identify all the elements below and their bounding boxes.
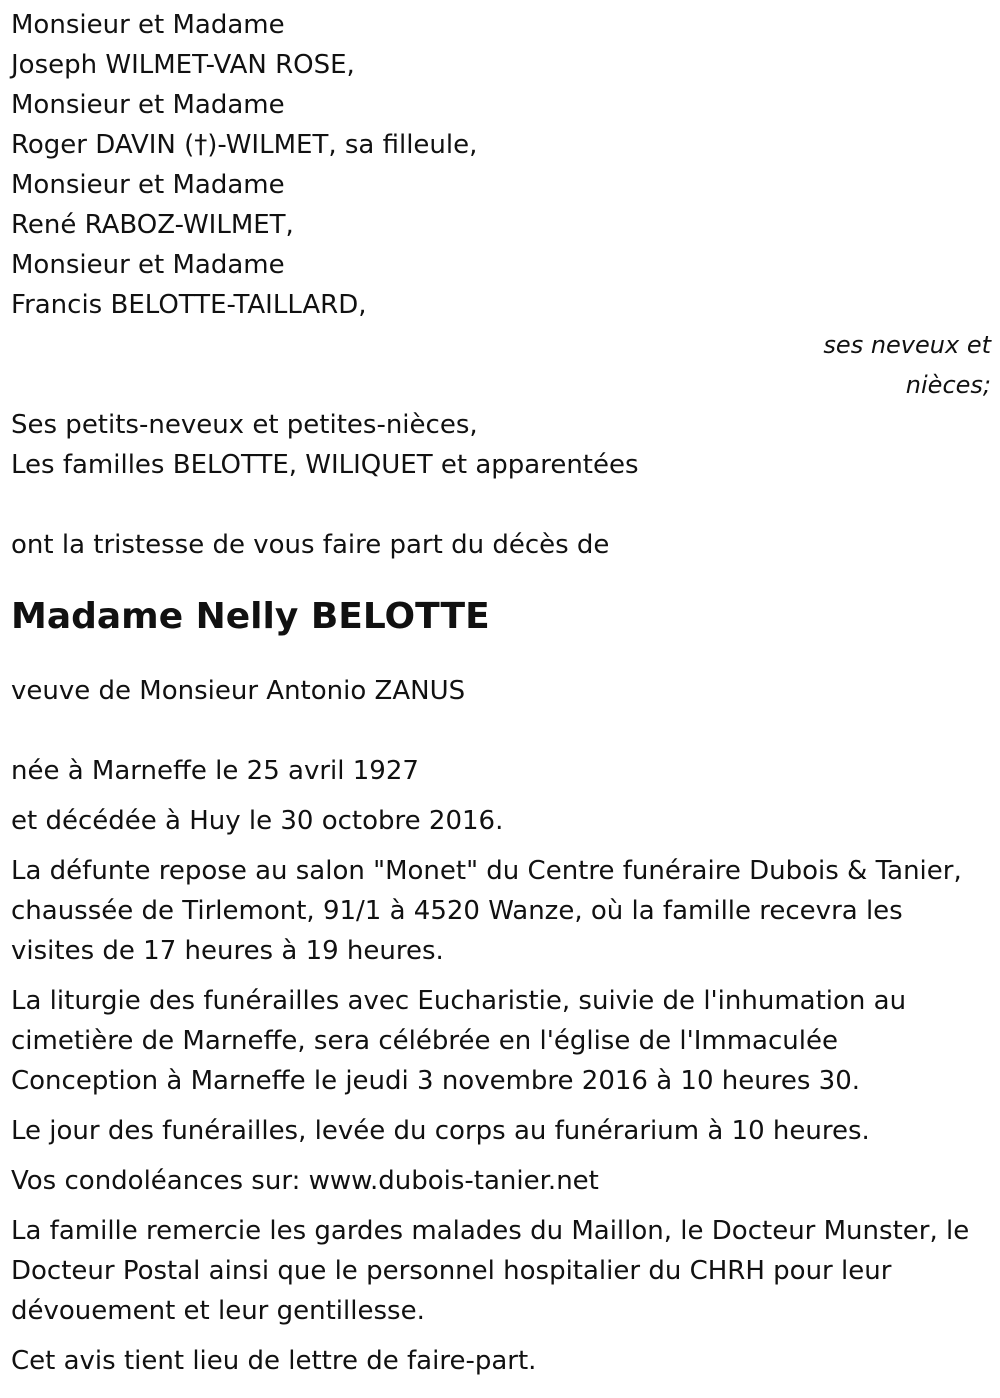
family-line: Monsieur et Madame (11, 10, 285, 40)
relation-note-line: ses neveux et (823, 331, 991, 359)
family-line: Monsieur et Madame (11, 170, 285, 200)
relation-note (11, 325, 991, 405)
announcement-text: ont la tristesse de vous faire part du décès de (11, 530, 610, 560)
widow-of-text: veuve de Monsieur Antonio ZANUS (11, 676, 466, 706)
family-list (11, 5, 991, 325)
levee-paragraph: Le jour des funérailles, levée du corps au funérarium à 10 heures. (11, 1116, 870, 1146)
other-family-line: Ses petits-neveux et petites-nièces, (11, 410, 478, 440)
liturgy-paragraph: La liturgie des funérailles avec Eucharistie, suivie de l'inhumation au cimetière de Marneffe, sera célébrée en l'église de l'Immaculée Conception à Marneffe le jeudi 3 novembre 2016 à 10 heures 30. (11, 986, 907, 1096)
condolences-paragraph: Vos condoléances sur: www.dubois-tanier.net (11, 1166, 599, 1196)
family-line: Monsieur et Madame (11, 250, 285, 280)
other-family (11, 405, 991, 485)
birth-text: née à Marneffe le 25 avril 1927 (11, 756, 419, 786)
deceased-name: Madame Nelly BELOTTE (11, 596, 490, 637)
death-text: et décédée à Huy le 30 octobre 2016. (11, 806, 504, 836)
relation-note-line: nièces; (905, 371, 991, 399)
family-line: Roger DAVIN (†)-WILMET, sa filleule, (11, 130, 478, 160)
other-family-line: Les familles BELOTTE, WILIQUET et apparentées (11, 450, 639, 480)
family-line: Monsieur et Madame (11, 90, 285, 120)
family-line: René RABOZ-WILMET, (11, 210, 294, 240)
obituary-notice (11, 5, 991, 1391)
notice-paragraph: Cet avis tient lieu de lettre de faire-part. (11, 1346, 537, 1376)
family-line: Joseph WILMET-VAN ROSE, (11, 50, 355, 80)
family-line: Francis BELOTTE-TAILLARD, (11, 290, 367, 320)
thanks-paragraph: La famille remercie les gardes malades du Maillon, le Docteur Munster, le Docteur Postal ainsi que le personnel hospitalier du CHRH pour leur dévouement et leur gentillesse. (11, 1216, 970, 1326)
repose-paragraph: La défunte repose au salon "Monet" du Centre funéraire Dubois & Tanier, chaussée de Tirlemont, 91/1 à 4520 Wanze, où la famille recevra les visites de 17 heures à 19 heures. (11, 856, 962, 966)
